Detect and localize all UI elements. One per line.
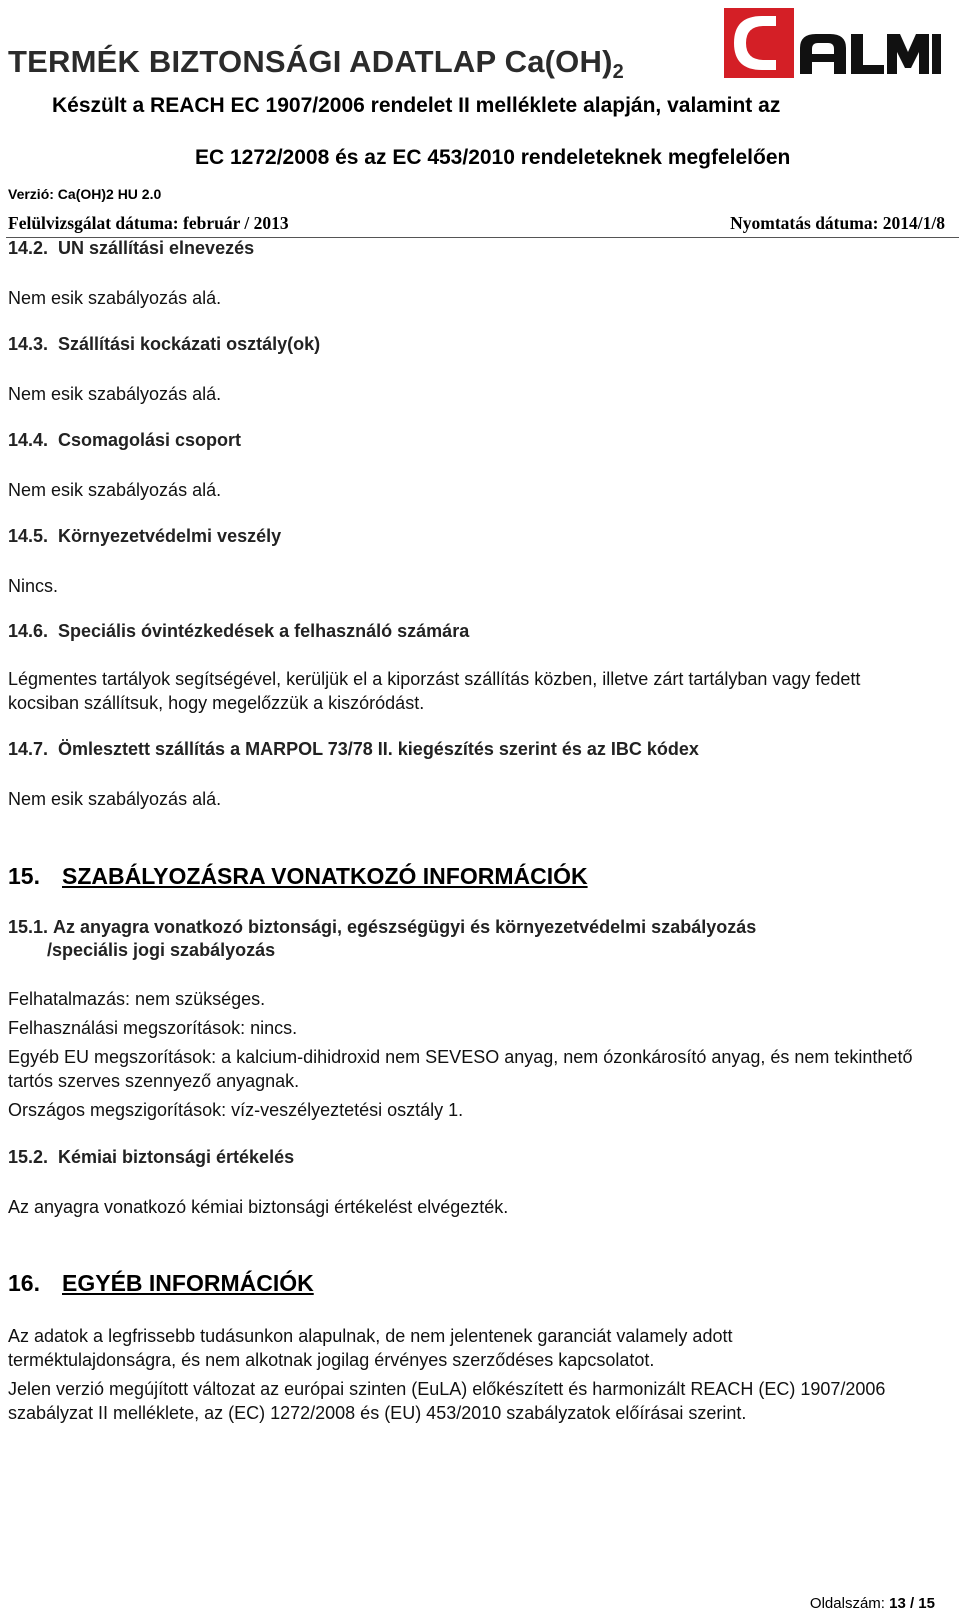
section-14-3-text: Nem esik szabályozás alá. [8,384,222,404]
section-14-6-text: Légmentes tartályok segítségével, kerüljük el a kiporzást szállítás közben, illetve zárt tartályban vagy fedett kocsiban szállítsuk, hogy megelőzzük a kiszóródást. [8,669,861,713]
section-16-heading: 16. EGYÉB INFORMÁCIÓK [8,1270,314,1296]
subtitle-line-2: EC 1272/2008 és az EC 453/2010 rendeleteknek megfelelően [195,146,791,169]
section-14-5-text: Nincs. [8,576,59,596]
section-16-paragraph-2: Jelen verzió megújított változat az európai szinten (EuLA) előkészített és harmonizált REACH (EC) 1907/2006 szabályzat II melléklete, az (EC) 1272/2008 és (EU) 453/2010 szabályzatok előírásai szerint. [8,1379,886,1423]
section-14-4-heading: 14.4. Csomagolási csoport [8,430,242,450]
page-number: Oldalszám: 13 / 15 [809,1595,935,1612]
section-15-1-authorization: Felhatalmazás: nem szükséges. [8,989,266,1009]
section-14-2-heading: 14.2. UN szállítási elnevezés [8,238,255,258]
section-14-3-heading: 14.3. Szállítási kockázati osztály(ok) [8,334,321,354]
section-14-6-heading: 14.6. Speciális óvintézkedések a felhasználó számára [8,621,470,641]
review-date: Felülvizsgálat dátuma: február / 2013 [8,213,289,233]
section-15-1-heading-line2: /speciális jogi szabályozás [47,940,276,960]
subtitle-line-1: Készült a REACH EC 1907/2006 rendelet II melléklete alapján, valamint az [52,94,781,117]
section-15-2-text: Az anyagra vonatkozó kémiai biztonsági értékelést elvégezték. [8,1197,509,1217]
section-16-paragraph-1: Az adatok a legfrissebb tudásunkon alapulnak, de nem jelentenek garanciát valamely adott terméktulajdonságra, és nem alkotnak jogilag érvényes szerződéses kapcsolatot. [8,1326,733,1370]
section-14-7-text: Nem esik szabályozás alá. [8,789,222,809]
section-14-2-text: Nem esik szabályozás alá. [8,288,222,308]
section-14-7-heading: 14.7. Ömlesztett szállítás a MARPOL 73/78 II. kiegészítés szerint és az IBC kódex [8,739,699,759]
section-14-4-text: Nem esik szabályozás alá. [8,480,222,500]
section-15-1-eu-restrictions: Egyéb EU megszorítások: a kalcium-dihidroxid nem SEVESO anyag, nem ózonkárosító anyag, és nem tekinthető tartós szerves szennyező anyagnak. [8,1047,913,1091]
section-15-1-usage-restrictions: Felhasználási megszorítások: nincs. [8,1018,298,1038]
document-title: TERMÉK BIZTONSÁGI ADATLAP $Ca(OH)_2$ [8,44,624,83]
section-15-1-national-restrictions: Országos megszigorítások: víz-veszélyeztetési osztály 1. [8,1100,464,1120]
print-date: Nyomtatás dátuma: 2014/1/8 [730,213,945,233]
calmit-logo [724,8,952,78]
version-label: Verzió: Ca(OH)2 HU 2.0 [8,186,162,202]
section-15-2-heading: 15.2. Kémiai biztonsági értékelés [8,1147,295,1167]
section-14-5-heading: 14.5. Környezetvédelmi veszély [8,526,282,546]
section-15-1-heading: 15.1. Az anyagra vonatkozó biztonsági, egészségügyi és környezetvédelmi szabályozás [8,917,757,937]
section-15-heading: 15. SZABÁLYOZÁSRA VONATKOZÓ INFORMÁCIÓK [8,863,588,889]
